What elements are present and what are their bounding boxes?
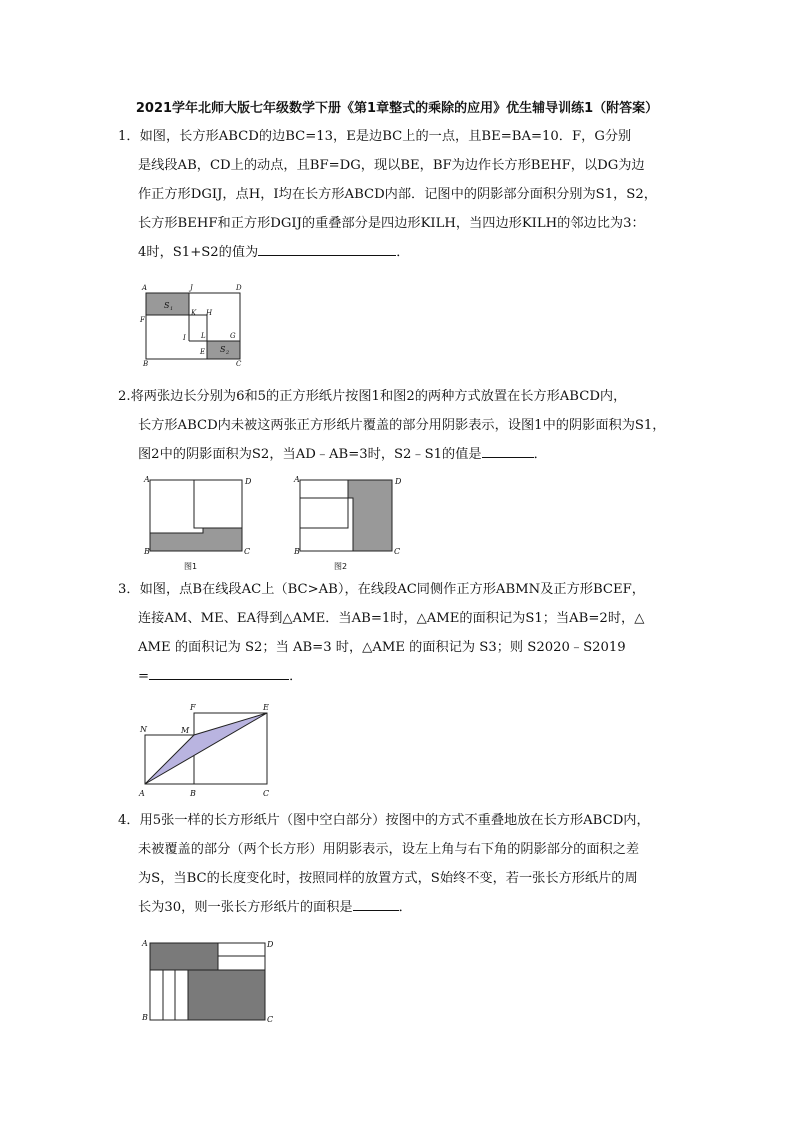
q1-line-3: 作正方形DGIJ，点H，I均在长方形ABCD内部．记图中的阴影部分面积分别为S1，S2，	[138, 187, 657, 202]
q2-figure-1	[138, 472, 258, 572]
q1-label-g: G	[230, 332, 236, 340]
q3-label-a: A	[139, 789, 145, 798]
q1-label-b: B	[143, 360, 149, 368]
q1-line-1: 如图，长方形ABCD的边BC=13，E是边BC上的一点，且BE=BA=10．F，G分别	[139, 129, 632, 144]
q2-fig2-label-c: C	[394, 547, 401, 556]
q1-end: ．	[396, 245, 410, 260]
q2-fig1-label-a: A	[144, 475, 150, 484]
q1-label-i: I	[183, 334, 186, 342]
q2-fig1-label-b: B	[144, 547, 150, 556]
q1-line-2: 是线段AB，CD上的动点，且BF=DG，现以BE，BF为边作长方形BEHF，以DG为边	[138, 158, 645, 173]
q3-label-e: E	[263, 703, 269, 712]
q3-line-1: 如图，点B在线段AC上（BC>AB），在线段AC同侧作正方形ABMN及正方形BCEF，	[139, 582, 645, 597]
q3-answer-blank[interactable]	[149, 665, 289, 680]
q4-paper-top-2	[218, 956, 265, 970]
q3-line-4: =	[138, 669, 150, 684]
q3-label-c: C	[263, 789, 270, 798]
q4-label-d: D	[267, 940, 274, 949]
q1-label-j: J	[190, 284, 193, 292]
question-2	[118, 382, 678, 469]
q3-label-m: M	[181, 726, 190, 735]
q2-line-2: 长方形ABCD内未被这两张正方形纸片覆盖的部分用阴影表示，设图1中的阴影面积为S1，	[138, 418, 666, 433]
q2-answer-blank[interactable]	[482, 443, 534, 458]
q4-line-1: 用5张一样的长方形纸片（图中空白部分）按图中的方式不重叠地放在长方形ABCD内，	[139, 813, 650, 828]
q4-paper-bottom-3	[175, 970, 188, 1020]
q2-fig1-label-c: C	[244, 547, 251, 556]
q2-fig2-label-b: B	[294, 547, 300, 556]
q2-line-1: 2.将两张边长分别为6和5的正方形纸片按图1和图2的两种方式放置在长方形ABCD内，	[118, 389, 627, 404]
q1-label-d: D	[236, 284, 242, 292]
q2-fig1-label-d: D	[245, 477, 252, 486]
q2-end: ．	[533, 447, 547, 462]
q3-line-2: 连接AM、ME、EA得到△AME．当AB=1时，△AME的面积记为S1；当AB=2时，△	[138, 611, 645, 626]
q4-answer-blank[interactable]	[353, 896, 399, 911]
q4-line-4: 长为30，则一张长方形纸片的面积是	[138, 900, 353, 915]
q1-label-h: H	[206, 309, 213, 317]
q3-label-f: F	[190, 703, 196, 712]
q4-shaded-bottom-right	[188, 970, 265, 1020]
question-1	[118, 122, 678, 267]
q3-label-b: B	[190, 789, 196, 798]
q2-fig2-label-a: A	[294, 475, 300, 484]
q2-fig2-square-5	[300, 480, 348, 528]
q1-label-s2-sub: 2	[226, 350, 230, 356]
q4-figure	[138, 936, 278, 1026]
q4-paper-bottom-2	[163, 970, 175, 1020]
q3-figure	[135, 700, 285, 800]
q1-figure	[138, 280, 252, 368]
q1-label-e: E	[200, 348, 206, 356]
q1-line-5: 4时，S1+S2的值为	[138, 245, 259, 260]
q4-number: 4．	[118, 813, 140, 828]
q1-label-f: F	[140, 316, 145, 324]
page-title: 2021学年北师大版七年级数学下册《第1章整式的乘除的应用》优生辅导训练1（附答案）	[135, 101, 659, 116]
q2-fig2-caption: 图2	[334, 562, 348, 571]
q2-fig2-label-d: D	[395, 477, 402, 486]
q2-line-3: 图2中的阴影面积为S2，当AD﹣AB=3时，S2﹣S1的值是	[138, 447, 482, 462]
q3-line-3: AME 的面积记为 S2；当 AB=3 时，△AME 的面积记为 S3；则 S2020﹣S2019	[138, 640, 626, 655]
q1-answer-blank[interactable]	[258, 241, 396, 256]
question-4	[118, 806, 678, 922]
q4-line-2: 未被覆盖的部分（两个长方形）用阴影表示，设左上角与右下角的阴影部分的面积之差	[138, 842, 640, 857]
q4-paper-top-1	[218, 943, 265, 956]
q3-number: 3．	[118, 582, 140, 597]
q1-label-k: K	[191, 309, 197, 317]
q2-fig1-caption: 图1	[184, 562, 198, 571]
q4-label-a: A	[142, 939, 148, 948]
question-3	[118, 575, 678, 691]
q2-figure-2	[288, 472, 408, 572]
q4-label-c: C	[267, 1015, 274, 1024]
q4-paper-bottom-1	[150, 970, 163, 1020]
q1-label-s1: S	[164, 301, 170, 310]
q1-label-a: A	[142, 284, 148, 292]
q4-end: ．	[398, 900, 412, 915]
q1-line-4: 长方形BEHF和正方形DGIJ的重叠部分是四边形KILH，当四边形KILH的邻边比为3：	[138, 216, 645, 231]
q1-label-s1-sub: 1	[170, 306, 174, 312]
q1-number: 1．	[118, 129, 140, 144]
q1-label-l: L	[201, 332, 206, 340]
q4-line-3: 为S，当BC的长度变化时，按照同样的放置方式，S始终不变，若一张长方形纸片的周	[138, 871, 638, 886]
q1-label-s2: S	[220, 345, 226, 354]
q3-label-n: N	[140, 725, 147, 734]
q4-label-b: B	[142, 1013, 148, 1022]
q4-shaded-top-left	[150, 943, 218, 970]
q1-label-c: C	[236, 360, 242, 368]
q3-end: ．	[289, 669, 303, 684]
q3-triangle-ame	[145, 713, 267, 784]
